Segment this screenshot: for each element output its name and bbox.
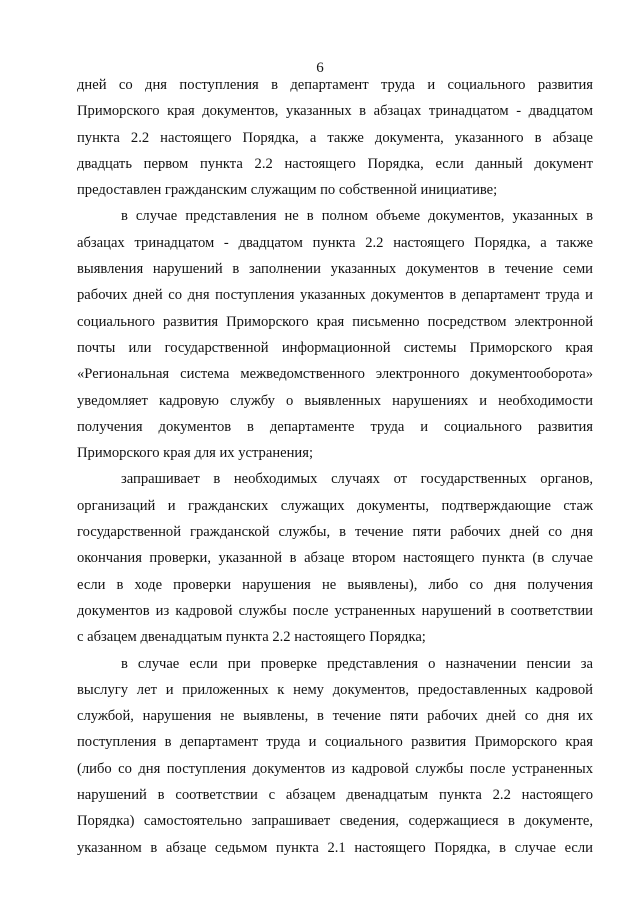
paragraph [77,72,593,203]
text-line: окончания проверки, указанной в абзаце втором настоящего пункта (в случае [77,550,593,567]
text-line: в случае представления не в полном объеме документов, указанных в [121,208,593,225]
paragraph [77,466,593,650]
text-line: Приморского края документов, указанных в абзацах тринадцатом - двадцатом [77,103,593,120]
text-line: социального развития Приморского края письменно посредством электронной [77,313,593,330]
text-line: «Региональная система межведомственного электронного документооборота» [77,366,593,383]
text-line: двадцать первом пункта 2.2 настоящего Порядка, если данный документ [77,155,593,172]
text-line: нарушений в соответствии с абзацем двенадцатым пункта 2.2 настоящего [77,787,593,804]
text-line: уведомляет кадровую службу о выявленных нарушениях и необходимости [77,392,593,409]
text-line: в случае если при проверке представления о назначении пенсии за [121,655,593,672]
text-line: выявления нарушений в заполнении указанных документов в течение семи [77,261,593,278]
text-line: абзацах тринадцатом - двадцатом пункта 2.2 настоящего Порядка, а также [77,234,593,251]
text-line: предоставлен гражданским служащим по собственной инициативе; [77,182,498,199]
text-line: рабочих дней со дня поступления указанных документов в департамент труда и [77,287,593,304]
text-line: выслугу лет и приложенных к нему документов, предоставленных кадровой [77,681,593,698]
text-line: поступления в департамент труда и социального развития Приморского края [77,734,593,751]
text-line: указанном в абзаце седьмом пункта 2.1 настоящего Порядка, в случае если [77,839,593,856]
text-line: государственной гражданской службы, в течение пяти рабочих дней со дня [77,524,593,541]
text-line: получения документов в департаменте труда и социального развития [77,418,593,435]
paragraph [77,203,593,466]
text-line: почты или государственной информационной системы Приморского края [77,339,593,356]
text-line: документов из кадровой службы после устраненных нарушений в соответствии [77,602,593,619]
text-line: дней со дня поступления в департамент труда и социального развития [77,77,593,93]
text-line: Приморского края для их устранения; [77,445,313,462]
text-line: службой, нарушения не выявлены, в течение пяти рабочих дней со дня их [77,708,593,725]
text-line: если в ходе проверки нарушения не выявлены), либо со дня получения [77,576,593,593]
document-body [77,72,593,861]
text-line: пункта 2.2 настоящего Порядка, а также документа, указанного в абзаце [77,129,593,146]
text-line: запрашивает в необходимых случаях от государственных органов, [121,471,593,488]
page-number: 6 [316,60,324,76]
text-line: (либо со дня поступления документов из кадровой службы после устраненных [77,760,593,777]
text-line: с абзацем двенадцатым пункта 2.2 настоящего Порядка; [77,629,426,646]
text-line: организаций и гражданских служащих документы, подтверждающие стаж [77,497,593,514]
paragraph [77,651,593,861]
text-line: Порядка) самостоятельно запрашивает сведения, содержащиеся в документе, [77,813,593,830]
